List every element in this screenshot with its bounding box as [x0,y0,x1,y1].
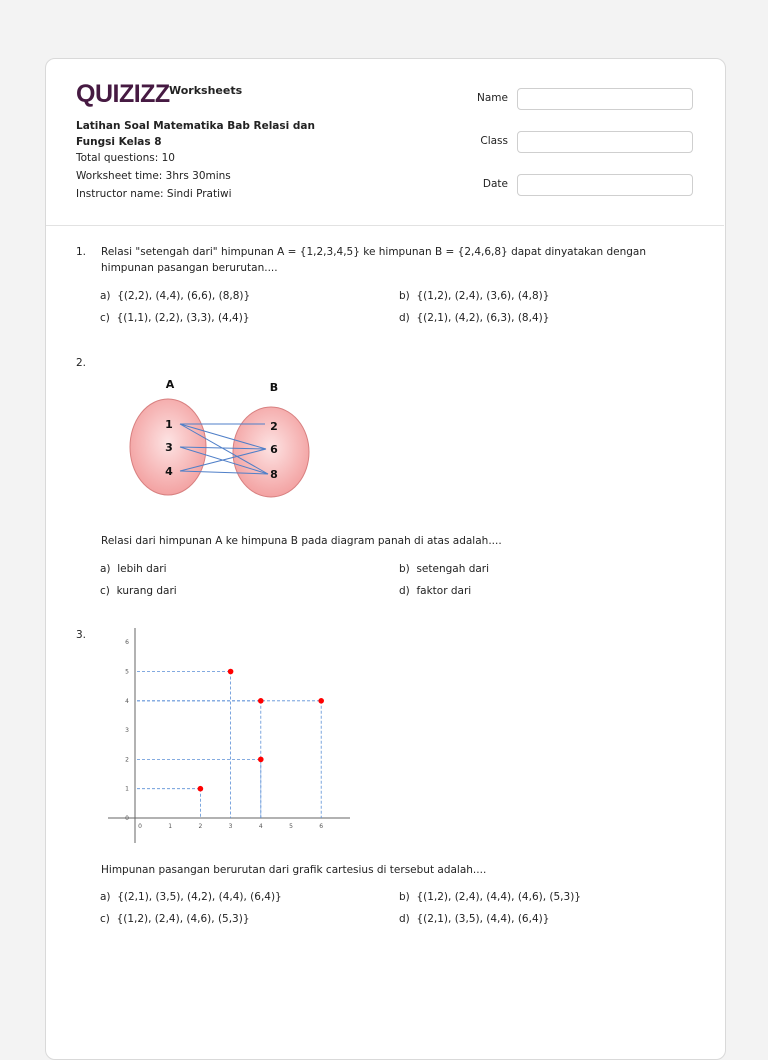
option-text: lebih dari [117,563,167,575]
option-letter: a) [100,290,111,302]
set-a-element: 4 [165,465,173,478]
option-letter: d) [399,913,410,925]
set-a-element: 1 [165,418,173,431]
instructor-name: Instructor name: Sindi Pratiwi [76,188,232,200]
option-text: {(2,1), (4,2), (6,3), (8,4)} [416,312,550,324]
total-questions: Total questions: 10 [76,152,175,164]
x-tick-label: 1 [168,823,173,830]
data-point [318,698,324,704]
option-text: faktor dari [416,585,472,597]
data-point [258,757,264,763]
option-text: kurang dari [116,585,177,597]
worksheet-time: Worksheet time: 3hrs 30mins [76,170,231,182]
option-text: {(1,2), (2,4), (4,6), (5,3)} [116,913,250,925]
option-letter: b) [399,891,410,903]
set-b-element: 6 [270,443,278,456]
option-text: {(1,2), (2,4), (4,4), (4,6), (5,3)} [416,891,581,903]
option-d[interactable] [399,913,549,925]
x-tick-label: 6 [319,823,324,830]
x-tick-label: 0 [138,823,142,830]
product-name: Worksheets [169,84,243,97]
question-number: 1. [76,246,87,258]
option-letter: d) [399,585,410,597]
question-text: Relasi "setengah dari" himpunan A = {1,2,3,4,5} ke himpunan B = {2,4,6,8} dapat dinyatakan dengan himpunan pasangan berurutan.... [101,246,647,274]
option-text: setengah dari [416,563,490,575]
option-letter: c) [100,312,110,324]
worksheet-title: Latihan Soal Matematika Bab Relasi dan Fungsi Kelas 8 [76,120,315,148]
set-a-label: A [165,378,175,391]
data-point [258,698,264,704]
option-text: {(1,2), (2,4), (3,6), (4,8)} [416,290,550,302]
x-tick-label: 5 [289,823,293,830]
y-tick-label: 2 [125,756,129,764]
data-point [228,669,234,675]
set-a-element: 3 [165,441,173,454]
date-label: Date [482,178,508,190]
option-letter: c) [100,913,110,925]
x-tick-label: 4 [258,823,263,830]
y-tick-label: 5 [125,668,129,676]
y-tick-label: 1 [125,785,129,793]
y-tick-label: 6 [125,639,129,647]
option-text: {(1,1), (2,2), (3,3), (4,4)} [116,312,250,324]
option-text: {(2,1), (3,5), (4,2), (4,4), (6,4)} [117,891,282,903]
option-text: {(2,1), (3,5), (4,4), (6,4)} [416,913,550,925]
question-text: Relasi dari himpunan A ke himpuna B pada diagram panah di atas adalah.... [101,535,502,547]
data-point [198,786,204,792]
option-a[interactable] [100,891,282,903]
option-letter: a) [100,891,111,903]
option-letter: b) [399,563,410,575]
y-tick-label: 3 [125,727,129,735]
question-number: 2. [76,357,87,369]
class-label: Class [480,135,508,147]
option-b[interactable] [399,891,581,903]
quizizz-logo: QUIZIZZ [76,80,170,108]
x-tick-label: 2 [198,823,203,830]
option-text: {(2,2), (4,4), (6,6), (8,8)} [117,290,251,302]
question-text: Himpunan pasangan berurutan dari grafik cartesius di tersebut adalah.... [101,864,487,876]
set-b-label: B [269,381,279,394]
question-number: 3. [76,629,87,641]
option-letter: c) [100,585,110,597]
option-letter: b) [399,290,410,302]
y-tick-label: 0 [125,815,129,822]
option-letter: a) [100,563,111,575]
y-tick-label: 4 [125,697,129,705]
set-b-element: 8 [270,468,278,481]
x-tick-label: 3 [228,823,233,830]
name-label: Name [477,92,508,104]
option-c[interactable] [100,913,250,925]
set-b-element: 2 [270,420,278,433]
option-letter: d) [399,312,410,324]
